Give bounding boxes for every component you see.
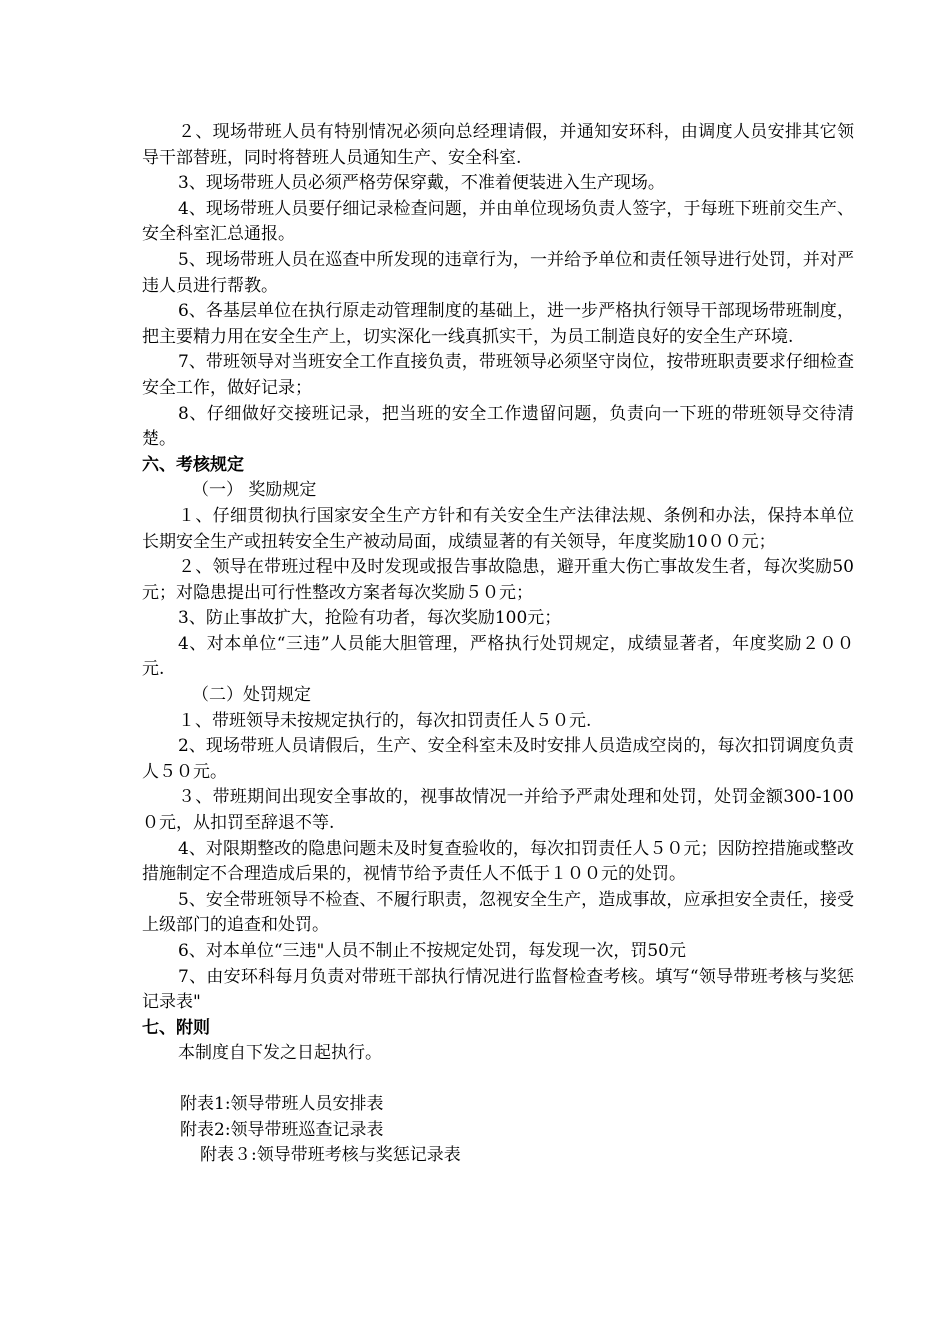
- attachment-3: 附表３:领导带班考核与奖惩记录表: [200, 1145, 461, 1166]
- penalty-item-5: 5、安全带班领导不检查、不履行职责，忽视安全生产，造成事故，应承担安全责任，接受上级部门的追查和处罚。: [142, 889, 854, 936]
- duty-item-5: 5、现场带班人员在巡查中所发现的违章行为，一并给予单位和责任领导进行处罚，并对严违人员进行帮教。: [142, 249, 854, 296]
- effective-statement: 本制度自下发之日起执行。: [178, 1043, 382, 1064]
- penalty-item-2: 2、现场带班人员请假后，生产、安全科室未及时安排人员造成空岗的，每次扣罚调度负责人５０元。: [142, 736, 854, 782]
- attachment-1: 附表1:领导带班人员安排表: [180, 1093, 384, 1114]
- penalty-item-1: １、带班领导未按规定执行的，每次扣罚责任人５０元.: [178, 710, 592, 731]
- attachment-2: 附表2:领导带班巡查记录表: [180, 1119, 384, 1140]
- penalty-item-6: 6、对本单位“三违"人员不制止不按规定处罚，每发现一次，罚50元: [178, 941, 686, 961]
- penalty-item-7: 7、由安环科每月负责对带班干部执行情况进行监督检查考核。填写“领导带班考核与奖惩记录表": [142, 966, 854, 1013]
- reward-item-1: １、仔细贯彻执行国家安全生产方针和有关安全生产法律法规、条例和办法，保持本单位长期安全生产或扭转安全生产被动局面，成绩显著的有关领导，年度奖励10００元；: [142, 505, 854, 552]
- reward-item-4: 4、对本单位“三违”人员能大胆管理，严格执行处罚规定，成绩显著者，年度奖励２００元.: [142, 633, 854, 680]
- reward-item-3: 3、防止事故扩大，抢险有功者，每次奖励100元；: [178, 608, 562, 629]
- document-page: [142, 120, 854, 1169]
- duty-item-2: ２、现场带班人员有特别情况必须向总经理请假，并通知安环科，由调度人员安排其它领导干部替班，同时将替班人员通知生产、安全科室.: [142, 122, 854, 168]
- section-7-heading: 七、附则: [142, 1017, 210, 1038]
- reward-subheading: （一） 奖励规定: [192, 480, 317, 501]
- penalty-item-3: ３、带班期间出现安全事故的，视事故情况一并给予严肃处理和处罚，处罚金额300-100０元，从扣罚至辞退不等.: [142, 787, 854, 834]
- reward-item-2: ２、领导在带班过程中及时发现或报告事故隐患，避开重大伤亡事故发生者，每次奖励50元；对隐患提出可行性整改方案者每次奖励５０元；: [142, 557, 854, 603]
- spacer: [142, 1067, 854, 1092]
- duty-item-8: 8、仔细做好交接班记录，把当班的安全工作遗留问题，负责向一下班的带班领导交待清楚。: [142, 403, 854, 450]
- duty-item-3: 3、现场带班人员必须严格劳保穿戴，不准着便装进入生产现场。: [178, 173, 665, 194]
- duty-item-7: 7、带班领导对当班安全工作直接负责，带班领导必须坚守岗位，按带班职责要求仔细检查安全工作，做好记录；: [142, 352, 854, 398]
- penalty-subheading: （二）处罚规定: [192, 685, 311, 706]
- penalty-item-4: 4、对限期整改的隐患问题未及时复查验收的，每次扣罚责任人５０元；因防控措施或整改措施制定不合理造成后果的，视情节给予责任人不低于１００元的处罚。: [142, 838, 854, 885]
- duty-item-4: 4、现场带班人员要仔细记录检查问题，并由单位现场负责人签字，于每班下班前交生产、安全科室汇总通报。: [142, 198, 854, 245]
- section-6-heading: 六、考核规定: [142, 454, 244, 475]
- duty-item-6: 6、各基层单位在执行原走动管理制度的基础上，进一步严格执行领导干部现场带班制度，把主要精力用在安全生产上，切实深化一线真抓实干，为员工制造良好的安全生产环境.: [142, 301, 854, 347]
